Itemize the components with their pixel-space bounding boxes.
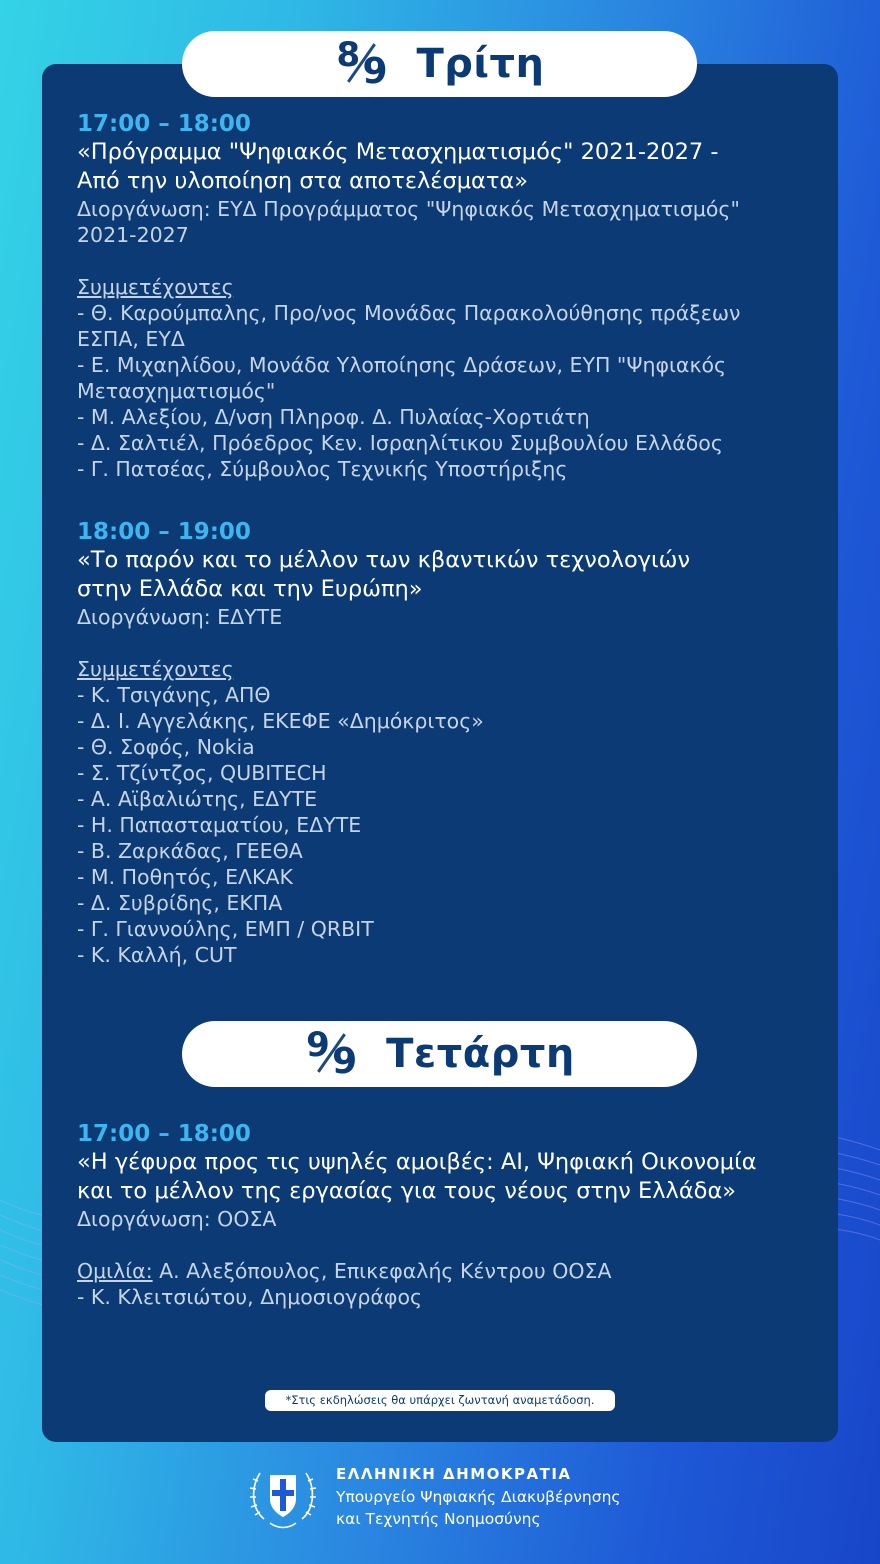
participant-line: - Η. Παπασταματίου, ΕΔΥΤΕ — [77, 813, 362, 837]
participant-line: - Θ. Σοφός, Nokia — [77, 735, 255, 759]
event-block — [77, 1120, 797, 1310]
day-header-wednesday — [182, 1021, 697, 1087]
footer-text — [336, 1462, 621, 1530]
footer-republic: ΕΛΛΗΝΙΚΗ ΔΗΜΟΚΡΑΤΙΑ — [336, 1465, 572, 1483]
participant-line: - Β. Ζαρκάδας, ΓΕΕΘΑ — [77, 839, 303, 863]
participant-line: - Δ. Συβρίδης, ΕΚΠΑ — [77, 891, 283, 915]
speech-label: Ομιλία: — [77, 1259, 153, 1283]
participant-line: Μετασχηματισμός" — [77, 379, 276, 403]
event-organizer-line: Διοργάνωση: ΕΔΥΤΕ — [77, 605, 283, 629]
date-badge — [334, 36, 398, 92]
day-name: Τρίτη — [416, 41, 545, 87]
event-organizer-line: Διοργάνωση: ΟΟΣΑ — [77, 1207, 277, 1231]
event-title-line: Από την υλοποίηση στα αποτελέσματα» — [77, 168, 529, 194]
participant-line: - Θ. Καρούμπαλης, Προ/νος Μονάδας Παρακολούθησης πράξεων — [77, 301, 741, 325]
participant-line: - Μ. Ποθητός, ΕΛΚΑΚ — [77, 865, 293, 889]
participants-label: Συμμετέχοντες — [77, 657, 234, 681]
speech-text: Α. Αλεξόπουλος, Επικεφαλής Κέντρου ΟΟΣΑ — [152, 1259, 612, 1283]
footer-ministry-line2: και Τεχνητής Νοημοσύνης — [336, 1510, 541, 1528]
date-day: 8 — [336, 35, 361, 75]
participant-line: - Δ. Σαλτιέλ, Πρόεδρος Κεν. Ισραηλίτικου Συμβουλίου Ελλάδος — [77, 431, 723, 455]
participant-line: - Α. Αϊβαλιώτης, ΕΔΥΤΕ — [77, 787, 318, 811]
date-month: 9 — [362, 51, 388, 92]
event-time: 17:00 – 18:00 — [77, 111, 251, 137]
event-organizer-line: 2021-2027 — [77, 223, 189, 247]
participant-line: - Μ. Αλεξίου, Δ/νση Πληροφ. Δ. Πυλαίας-Χορτιάτη — [77, 405, 590, 429]
event-block — [77, 518, 797, 968]
participants-label: Συμμετέχοντες — [77, 275, 234, 299]
event-title-line: και το μέλλον της εργασίας για τους νέους στην Ελλάδα» — [77, 1178, 737, 1204]
participant-line: ΕΣΠΑ, ΕΥΔ — [77, 327, 185, 351]
event-time: 17:00 – 18:00 — [77, 1121, 251, 1147]
day-header-tuesday — [182, 31, 697, 97]
participant-line: - Γ. Γιαννούλης, ΕΜΠ / QRBIT — [77, 917, 374, 941]
event-title-line: «Πρόγραμμα "Ψηφιακός Μετασχηματισμός" 2021-2027 - — [77, 139, 719, 165]
event-block — [77, 110, 797, 482]
footer — [246, 1459, 621, 1533]
event-title-line: στην Ελλάδα και την Ευρώπη» — [77, 576, 423, 602]
event-time: 18:00 – 19:00 — [77, 519, 251, 545]
event-title-line: «Το παρόν και το μέλλον των κβαντικών τεχνολογιών — [77, 547, 691, 573]
participant-line: - Κ. Τσιγάνης, ΑΠΘ — [77, 683, 271, 707]
participant-line: - Γ. Πατσέας, Σύμβουλος Τεχνικής Υποστήριξης — [77, 457, 568, 481]
participant-line: - Σ. Τζίντζος, QUBITECH — [77, 761, 327, 785]
speech-line — [77, 1258, 797, 1284]
participant-line: - Κ. Καλλή, CUT — [77, 943, 237, 967]
participant-line: - Δ. Ι. Αγγελάκης, ΕΚΕΦΕ «Δημόκριτος» — [77, 709, 484, 733]
date-month: 9 — [332, 1041, 358, 1082]
event-title-line: «Η γέφυρα προς τις υψηλές αμοιβές: AI, Ψηφιακή Οικονομία — [77, 1149, 757, 1175]
day-name: Τετάρτη — [386, 1031, 575, 1077]
footer-ministry-line1: Υπουργείο Ψηφιακής Διακυβέρνησης — [336, 1488, 621, 1506]
date-day: 9 — [306, 1025, 330, 1065]
date-badge — [304, 1026, 368, 1082]
participant-line: - Ε. Μιχαηλίδου, Μονάδα Υλοποίησης Δράσεων, ΕΥΠ "Ψηφιακός — [77, 353, 727, 377]
participant-line: - Κ. Κλειτσιώτου, Δημοσιογράφος — [77, 1285, 423, 1309]
live-stream-note: *Στις εκδηλώσεις θα υπάρχει ζωντανή αναμετάδοση. — [265, 1390, 615, 1411]
event-organizer-line: Διοργάνωση: ΕΥΔ Προγράμματος "Ψηφιακός Μετασχηματισμός" — [77, 197, 740, 221]
greek-coat-of-arms-icon — [246, 1459, 320, 1533]
